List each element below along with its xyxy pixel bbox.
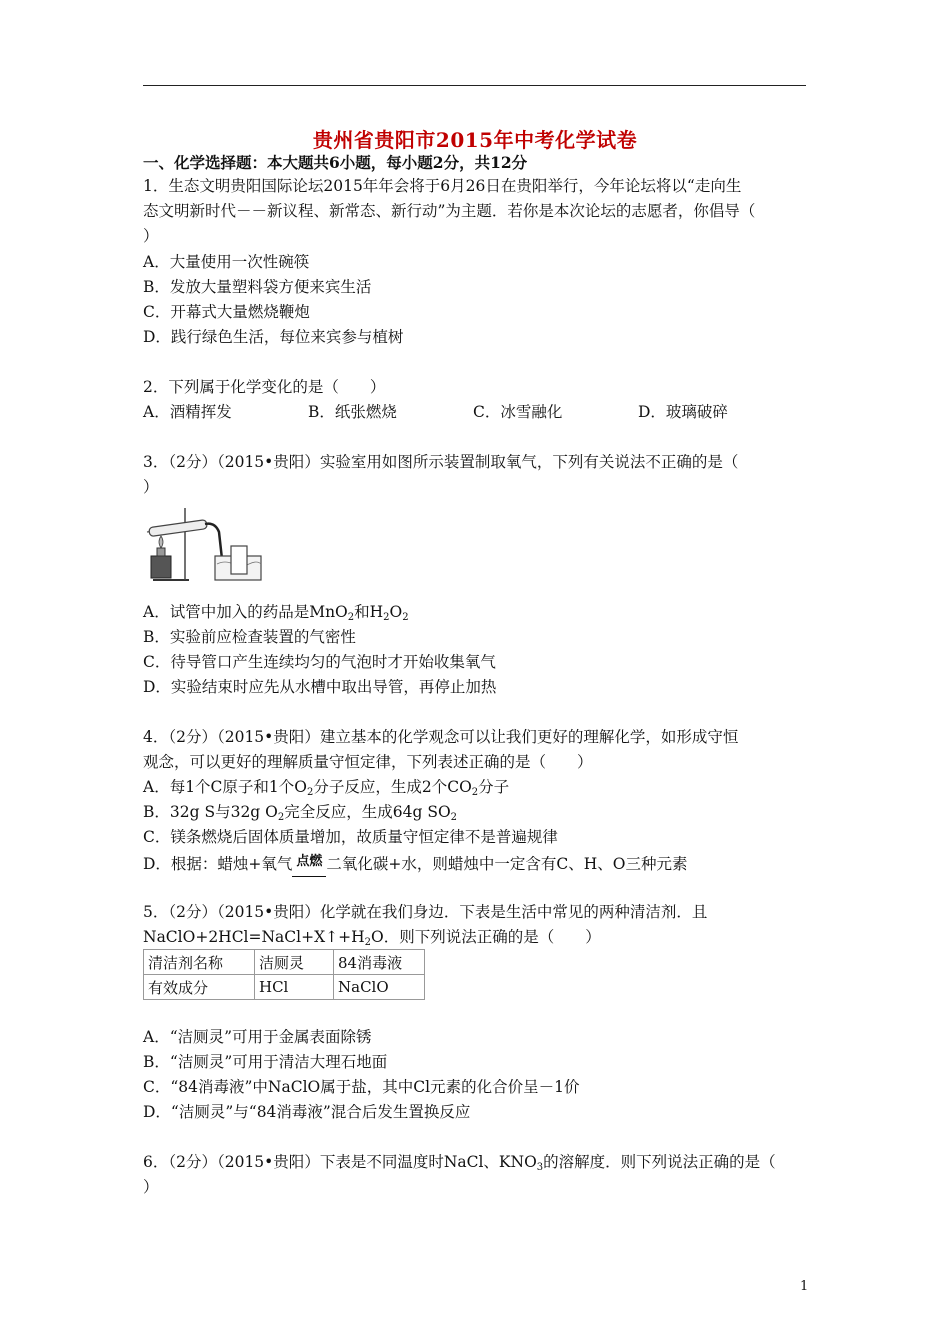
q4-d-pre: D．根据：蜡烛+氧气: [143, 855, 293, 873]
table-cell: 84消毒液: [334, 950, 425, 975]
cleaner-table: [143, 949, 425, 1000]
q4-d-post: 二氧化碳+水，则蜡烛中一定含有C、H、O三种元素: [326, 855, 688, 873]
q4-option-d: [143, 852, 688, 874]
q1-option-d: D．践行绿色生活，每位来宾参与植树: [143, 328, 404, 346]
ignition-condition-arrow: 点燃: [292, 852, 326, 872]
table-row: [144, 975, 425, 1000]
q5-option-d: D．“洁厕灵”与“84消毒液”混合后发生置换反应: [143, 1103, 471, 1121]
q5-option-a: A．“洁厕灵”可用于金属表面除锈: [143, 1028, 372, 1046]
q6-line2: ）: [143, 1178, 159, 1196]
q3-a-sub3: 2: [402, 612, 409, 623]
table-row: [144, 950, 425, 975]
q5-option-c: C．“84消毒液”中NaClO属于盐，其中Cl元素的化合价呈－1价: [143, 1078, 580, 1096]
q1-option-c: C．开幕式大量燃烧鞭炮: [143, 303, 310, 321]
q2-option-d: D．玻璃破碎: [638, 403, 728, 421]
q4-a-sub2: 2: [471, 787, 479, 798]
table-cell: HCl: [255, 975, 334, 1000]
q4-b-sub1: 2: [277, 812, 285, 823]
q5-line1: 5．（2分）（2015•贵阳）化学就在我们身边．下表是生活中常见的两种清洁剂．且: [143, 903, 708, 921]
q4-option-c: C．镁条燃烧后固体质量增加，故质量守恒定律不是普遍规律: [143, 828, 558, 846]
page-title: 贵州省贵阳市2015年中考化学试卷: [312, 128, 638, 152]
q3-option-c: C．待导管口产生连续均匀的气泡时才开始收集氧气: [143, 653, 496, 671]
q4-line2: 观念，可以更好的理解质量守恒定律，下列表述正确的是（ ）: [143, 753, 593, 771]
q3-a-sub2: 2: [383, 612, 390, 623]
q3-option-b: B．实验前应检查装置的气密性: [143, 628, 356, 646]
q1-line3: ）: [143, 227, 159, 245]
header-rule: [143, 85, 806, 86]
q6-post: 的溶解度．则下列说法正确的是（: [543, 1153, 776, 1171]
q4-b-sub2: 2: [450, 812, 458, 823]
q3-option-a: [143, 602, 409, 622]
q3-line1: 3．（2分）（2015•贵阳）实验室用如图所示装置制取氧气，下列有关说法不正确的是（: [143, 453, 739, 471]
q3-a-sub1: 2: [347, 612, 355, 623]
q3-a-mid: 和H: [354, 603, 384, 621]
q2-option-c: C．冰雪融化: [473, 403, 563, 421]
table-cell: NaClO: [334, 975, 425, 1000]
q5-eq-sub: 2: [364, 937, 372, 948]
q1-option-b: B．发放大量塑料袋方便来宾生活: [143, 278, 372, 296]
q3-option-d: D．实验结束时应先从水槽中取出导管，再停止加热: [143, 678, 497, 696]
table-cell: 清洁剂名称: [144, 950, 255, 975]
q4-a-mid: 分子反应，生成2个CO: [313, 778, 472, 796]
q4-a-post: 分子: [478, 778, 510, 796]
table-cell: 有效成分: [144, 975, 255, 1000]
page-number: 1: [800, 1279, 809, 1294]
q3-a-pre: A．试管中加入的药品是MnO: [143, 603, 348, 621]
q3-line2: ）: [143, 478, 159, 496]
section-heading: 一、化学选择题：本大题共6小题，每小题2分，共12分: [143, 153, 528, 172]
q1-option-a: A．大量使用一次性碗筷: [143, 253, 310, 271]
q5-eq-pre: NaClO+2HCl=NaCl+X↑+H: [143, 928, 365, 946]
q3-a-o: O: [389, 603, 403, 621]
q1-line1: 1．生态文明贵阳国际论坛2015年年会将于6月26日在贵阳举行，今年论坛将以“走向生: [143, 177, 742, 195]
q4-b-pre: B．32g S与32g O: [143, 803, 278, 821]
q6-line1: [143, 1152, 776, 1172]
q5-line2: [143, 927, 601, 947]
q2-option-a: A．酒精挥发: [143, 403, 232, 421]
q4-option-b: [143, 802, 457, 822]
q4-option-a: [143, 777, 509, 797]
q4-line1: 4．（2分）（2015•贵阳）建立基本的化学观念可以让我们更好的理解化学，如形成守恒: [143, 728, 739, 746]
table-cell: 洁厕灵: [255, 950, 334, 975]
q1-line2: 态文明新时代－－新议程、新常态、新行动”为主题．若你是本次论坛的志愿者，你倡导（: [143, 202, 756, 220]
oxygen-apparatus-figure: [145, 498, 265, 584]
q4-b-mid: 完全反应，生成64g SO: [284, 803, 451, 821]
q6-sub: 3: [536, 1162, 544, 1173]
q4-a-pre: A．每1个C原子和1个O: [143, 778, 307, 796]
q5-eq-post: O．则下列说法正确的是（ ）: [371, 928, 601, 946]
q4-a-sub1: 2: [306, 787, 314, 798]
q5-option-b: B．“洁厕灵”可用于清洁大理石地面: [143, 1053, 388, 1071]
q2-option-b: B．纸张燃烧: [308, 403, 397, 421]
q2-options: [143, 402, 728, 422]
q6-pre: 6．（2分）（2015•贵阳）下表是不同温度时NaCl、KNO: [143, 1153, 537, 1171]
q2-stem: 2．下列属于化学变化的是（ ）: [143, 378, 386, 396]
